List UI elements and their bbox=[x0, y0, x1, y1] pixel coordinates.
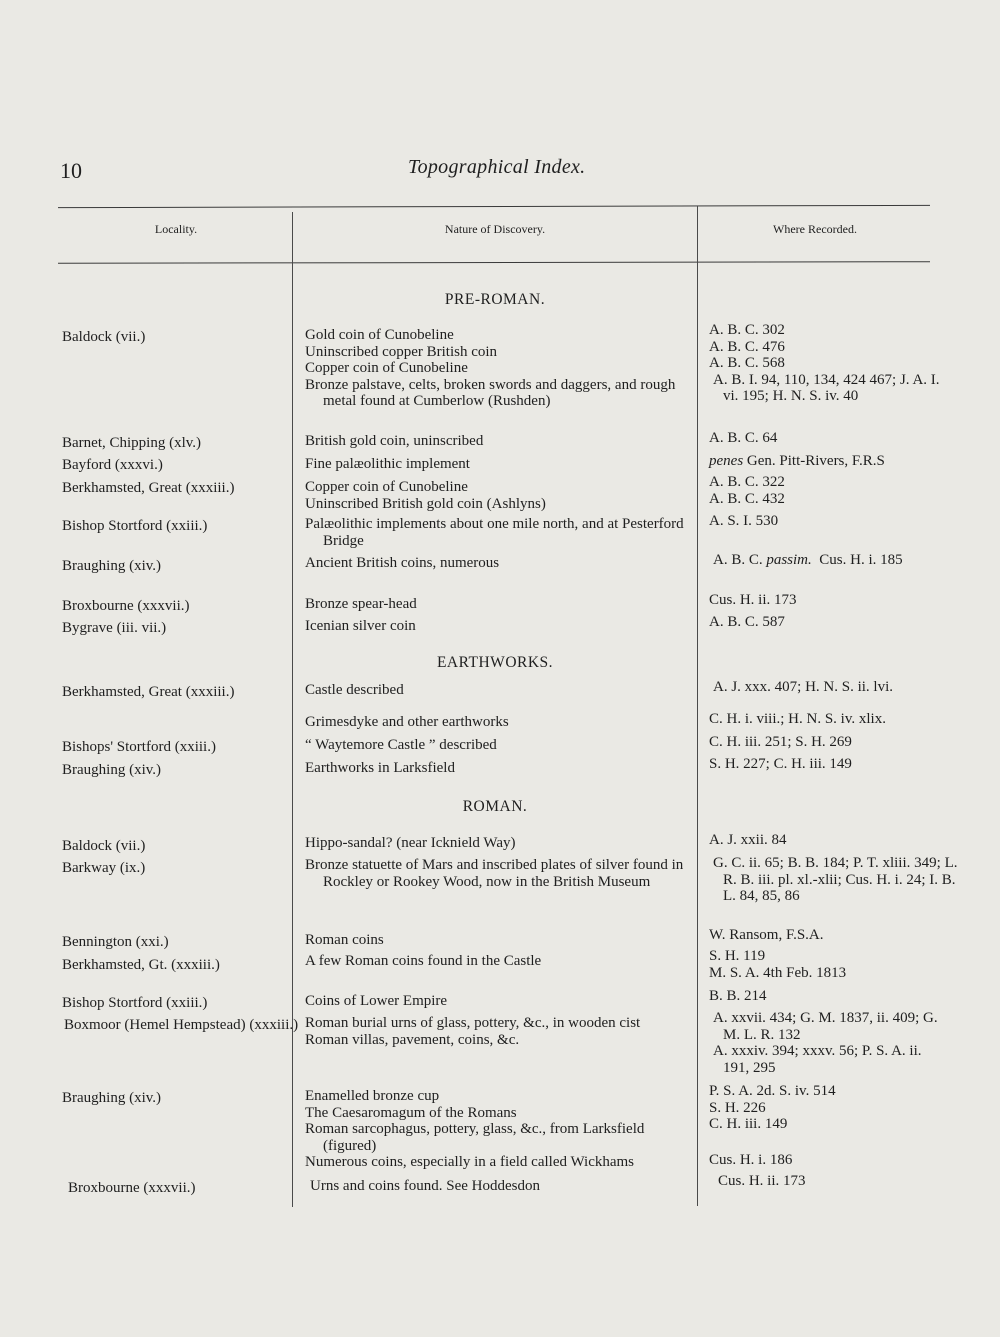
nature-cell bbox=[305, 1015, 695, 1048]
recorded-line: S. H. 119 bbox=[709, 948, 766, 964]
column-divider-1 bbox=[292, 212, 293, 1207]
nature-cell bbox=[305, 1088, 695, 1171]
locality-cell: Bishops' Stortford (xxiii.) bbox=[62, 739, 216, 755]
recorded-cell: Cus. H. ii. 173 bbox=[718, 1173, 806, 1189]
recorded-line: M. S. A. 4th Feb. 1813 bbox=[709, 964, 847, 981]
locality-cell: Berkhamsted, Gt. (xxxiii.) bbox=[62, 957, 220, 973]
locality-cell: Braughing (xiv.) bbox=[62, 762, 162, 778]
recorded-italic: passim. bbox=[766, 552, 812, 568]
page-number: 10 bbox=[60, 158, 82, 183]
recorded-line: C. H. iii. 149 bbox=[709, 1116, 788, 1132]
recorded-line: Cus. H. i. 186 bbox=[709, 1151, 793, 1168]
nature-line: The Caesaromagum of the Romans bbox=[305, 1104, 517, 1121]
recorded-cell bbox=[709, 948, 945, 981]
nature-cell: Grimesdyke and other earthworks bbox=[305, 714, 509, 730]
nature-cell: British gold coin, uninscribed bbox=[305, 433, 484, 449]
column-header-recorded: Where Recorded. bbox=[773, 222, 857, 236]
recorded-line: P. S. A. 2d. S. iv. 514 bbox=[709, 1083, 836, 1099]
nature-line: Enamelled bronze cup bbox=[305, 1088, 440, 1104]
recorded-cell: A. J. xxx. 407; H. N. S. ii. lvi. bbox=[713, 679, 894, 695]
nature-line: Copper coin of Cunobeline bbox=[305, 360, 468, 376]
recorded-cell: C. H. iii. 251; S. H. 269 bbox=[709, 734, 852, 750]
nature-cell: Ancient British coins, numerous bbox=[305, 555, 500, 571]
locality-cell: Bishop Stortford (xxiii.) bbox=[62, 518, 208, 534]
locality-cell: Baldock (vii.) bbox=[62, 838, 146, 854]
recorded-text: Gen. Pitt-Rivers, F.R.S bbox=[746, 453, 885, 469]
nature-line: Gold coin of Cunobeline bbox=[305, 327, 454, 343]
nature-line: Roman burial urns of glass, pottery, &c., in wooden cist bbox=[305, 1015, 641, 1031]
nature-cell: Castle described bbox=[305, 682, 404, 698]
locality-cell: Bishop Stortford (xxiii.) bbox=[62, 995, 208, 1011]
recorded-cell: A. B. C. 64 bbox=[709, 430, 778, 446]
recorded-line: A. B. C. 322 bbox=[709, 474, 785, 490]
nature-line: Uninscribed copper British coin bbox=[305, 343, 498, 360]
section-title-pre-roman: PRE-ROMAN. bbox=[444, 291, 546, 308]
locality-cell: Boxmoor (Hemel Hempstead) (xxxiii.) bbox=[64, 1017, 299, 1033]
nature-cell: Bronze spear-head bbox=[305, 596, 417, 612]
recorded-line: A. B. I. 94, 110, 134, 424 467; J. A. I. vi. 195; H. N. S. iv. 40 bbox=[713, 371, 940, 404]
recorded-line: S. H. 226 bbox=[709, 1099, 766, 1116]
recorded-cell: G. C. ii. 65; B. B. 184; P. T. xliii. 349; L. R. B. iii. pl. xl.-xlii; Cus. H. i. 24; I. B. L. 84, 85, 86 bbox=[713, 855, 958, 904]
page-title: Topographical Index. bbox=[408, 156, 586, 178]
locality-cell: Braughing (xiv.) bbox=[62, 558, 162, 574]
nature-line: Roman sarcophagus, pottery, glass, &c., from Larksfield (figured) bbox=[305, 1121, 645, 1154]
locality-cell: Braughing (xiv.) bbox=[62, 1090, 162, 1106]
header-bottom-rule bbox=[58, 261, 930, 264]
recorded-line: A. B. C. 476 bbox=[709, 338, 785, 355]
column-header-locality: Locality. bbox=[154, 222, 198, 236]
nature-cell: A few Roman coins found in the Castle bbox=[305, 953, 542, 969]
recorded-cell: A. B. C. 587 bbox=[709, 614, 785, 630]
recorded-cell bbox=[709, 1010, 945, 1076]
recorded-line: A. xxvii. 434; G. M. 1837, ii. 409; G. M. L. R. 132 bbox=[713, 1010, 938, 1043]
nature-cell: Urns and coins found. See Hoddesdon bbox=[310, 1178, 540, 1194]
nature-cell: Coins of Lower Empire bbox=[305, 993, 448, 1009]
locality-cell: Broxbourne (xxxvii.) bbox=[68, 1180, 196, 1196]
nature-cell: Icenian silver coin bbox=[305, 618, 416, 634]
locality-cell: Bennington (xxi.) bbox=[62, 934, 169, 950]
locality-cell: Berkhamsted, Great (xxxiii.) bbox=[62, 684, 235, 700]
recorded-italic: penes bbox=[709, 453, 744, 469]
recorded-cell: S. H. 227; C. H. iii. 149 bbox=[709, 756, 852, 772]
nature-cell bbox=[305, 327, 695, 410]
nature-line: Uninscribed British gold coin (Ashlyns) bbox=[305, 495, 546, 512]
nature-cell: Earthworks in Larksfield bbox=[305, 760, 455, 776]
recorded-cell bbox=[709, 1083, 945, 1168]
recorded-cell: Cus. H. ii. 173 bbox=[709, 592, 797, 608]
locality-cell: Barnet, Chipping (xlv.) bbox=[62, 435, 202, 451]
nature-cell: “ Waytemore Castle ” described bbox=[305, 737, 497, 753]
recorded-line: A. xxxiv. 394; xxxv. 56; P. S. A. ii. 191, 295 bbox=[713, 1043, 922, 1076]
locality-cell: Bygrave (iii. vii.) bbox=[62, 620, 167, 636]
recorded-cell bbox=[709, 322, 945, 405]
nature-cell: Bronze statuette of Mars and inscribed plates of silver found in Rockley or Rookey Wood, now in the British Museum bbox=[305, 857, 684, 890]
locality-cell: Baldock (vii.) bbox=[62, 329, 146, 345]
column-divider-2 bbox=[697, 206, 698, 1206]
nature-line: Roman villas, pavement, coins, &c. bbox=[305, 1031, 520, 1048]
nature-cell: Roman coins bbox=[305, 932, 384, 948]
section-title-roman: ROMAN. bbox=[462, 798, 528, 815]
locality-cell: Bayford (xxxvi.) bbox=[62, 457, 163, 473]
nature-line: Copper coin of Cunobeline bbox=[305, 479, 468, 495]
recorded-cell: C. H. i. viii.; H. N. S. iv. xlix. bbox=[709, 711, 886, 727]
recorded-cell bbox=[709, 453, 945, 470]
column-header-nature: Nature of Discovery. bbox=[444, 222, 546, 236]
locality-cell: Berkhamsted, Great (xxxiii.) bbox=[62, 480, 235, 496]
locality-cell: Broxbourne (xxxvii.) bbox=[62, 598, 190, 614]
table-top-rule bbox=[58, 205, 930, 208]
nature-cell: Fine palæolithic implement bbox=[305, 456, 470, 472]
recorded-cell: A. J. xxii. 84 bbox=[709, 832, 787, 848]
nature-line: Bronze palstave, celts, broken swords and daggers, and rough metal found at Cumberlow (Rushden) bbox=[305, 376, 676, 409]
recorded-line: A. B. C. 432 bbox=[709, 490, 785, 507]
nature-cell bbox=[305, 479, 695, 512]
nature-line: Numerous coins, especially in a field called Wickhams bbox=[305, 1154, 635, 1170]
recorded-text: Cus. H. i. 185 bbox=[819, 552, 903, 568]
nature-cell: Palæolithic implements about one mile north, and at Pesterford Bridge bbox=[305, 516, 684, 549]
recorded-cell bbox=[709, 552, 959, 569]
recorded-cell bbox=[709, 474, 945, 507]
recorded-cell: W. Ransom, F.S.A. bbox=[709, 927, 824, 943]
recorded-cell: B. B. 214 bbox=[709, 988, 767, 1004]
nature-cell: Hippo-sandal? (near Icknield Way) bbox=[305, 835, 516, 851]
recorded-cell: A. S. I. 530 bbox=[709, 513, 779, 529]
recorded-line: A. B. C. 302 bbox=[709, 322, 785, 338]
recorded-text: A. B. C. bbox=[713, 552, 763, 568]
locality-cell: Barkway (ix.) bbox=[62, 860, 146, 876]
section-title-earthworks: EARTHWORKS. bbox=[436, 654, 554, 671]
recorded-line: A. B. C. 568 bbox=[709, 355, 785, 371]
